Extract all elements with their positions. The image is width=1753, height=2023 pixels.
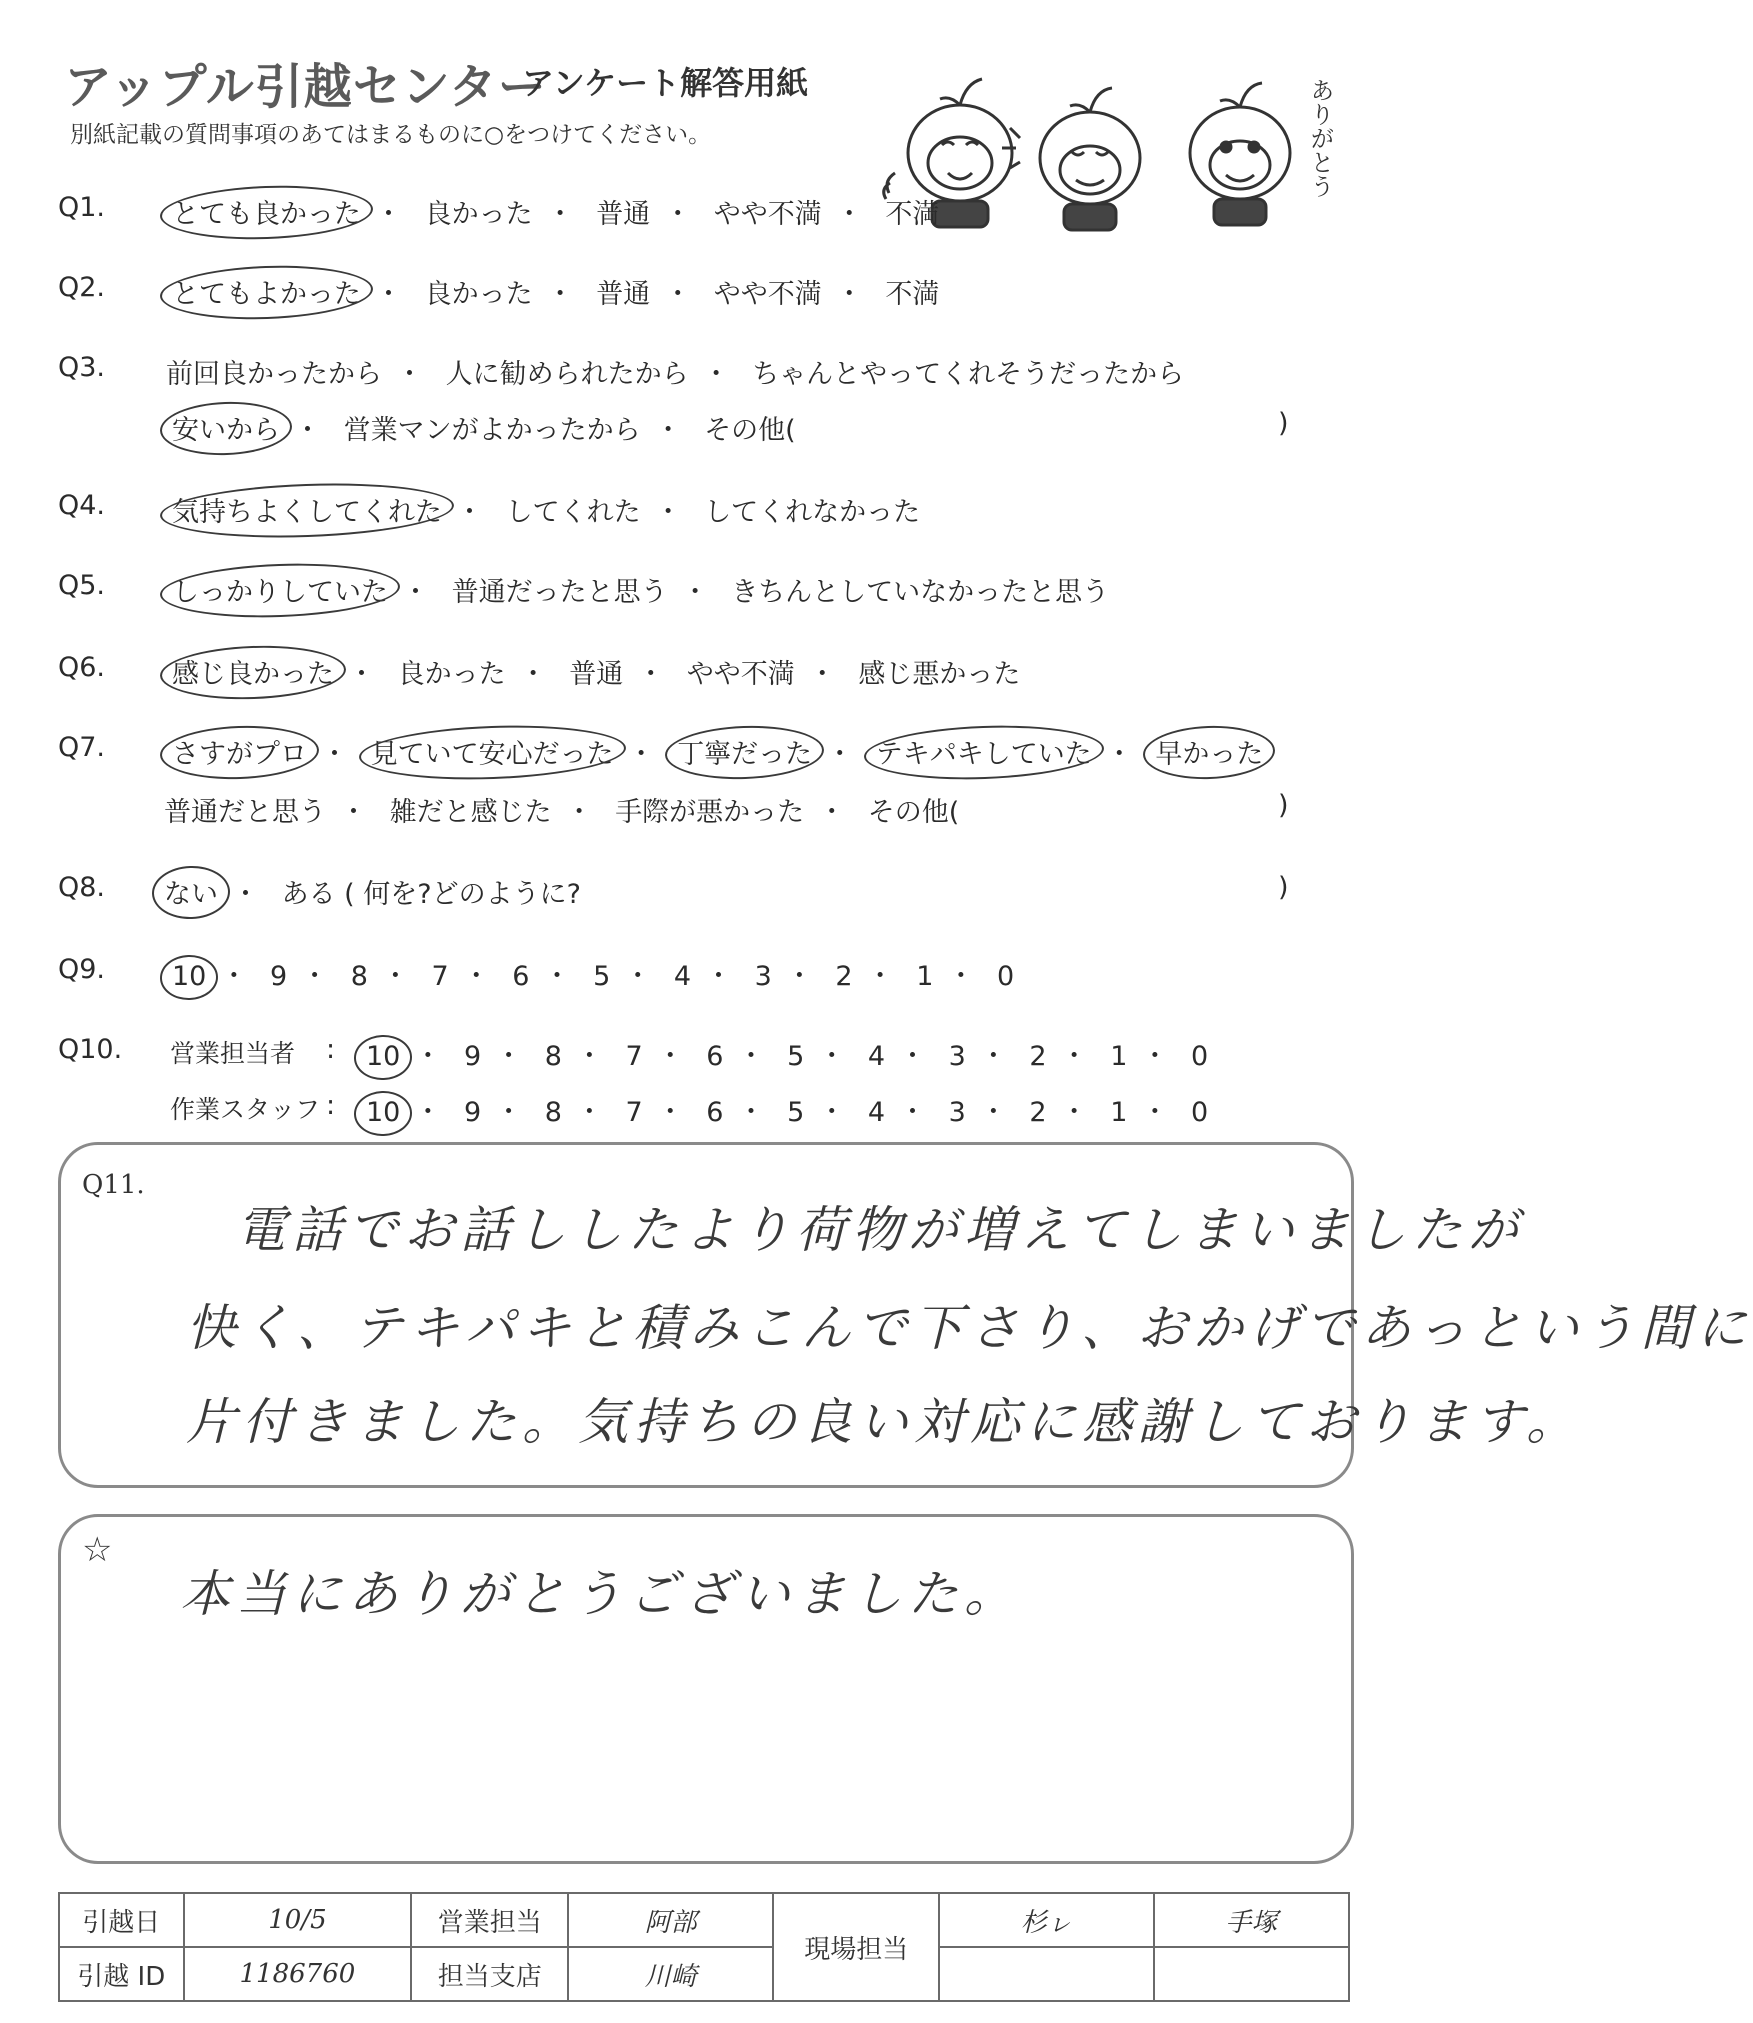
move-id-label: 引越 ID [59, 1947, 184, 2001]
q3-option-1[interactable]: 前回良かったから [166, 359, 382, 390]
q2-option-3[interactable]: 普通 [596, 279, 651, 310]
q11-label: Q11. [82, 1170, 145, 1200]
q10-sales-score-7[interactable]: 7 [625, 1041, 643, 1072]
q6-label: Q6. [58, 652, 106, 683]
q8-label: Q8. [58, 872, 106, 903]
q9-score-2[interactable]: 2 [835, 961, 853, 992]
q10-staff-score-4[interactable]: 4 [867, 1097, 886, 1128]
q9-score-7[interactable]: 7 [431, 961, 449, 992]
q6-option-4[interactable]: やや不満 [686, 659, 795, 690]
q9-score-5[interactable]: 5 [593, 961, 611, 992]
q8-option-1[interactable]: ない [164, 872, 218, 911]
q6-option-2[interactable]: 良かった [397, 659, 506, 690]
q10-sales-scale: 10 ・ 9 ・ 8 ・ 7 ・ 6 ・ 5 ・ 4 ・ 3 ・ 2 ・ 1 ・ 0 [366, 1041, 1209, 1072]
q11-line-3: 片付きました。気持ちの良い対応に感謝しております。 [186, 1393, 1582, 1451]
q6-option-5[interactable]: 感じ悪かった [858, 659, 1021, 690]
q11-line-2: 快く、テキパキと積みこんで下さり、おかげであっという間に [186, 1299, 1753, 1357]
q7-option-8[interactable]: 手際が悪かった [615, 797, 805, 828]
q1-option-4[interactable]: やや不満 [713, 199, 822, 230]
q4-option-1[interactable]: 気持ちよくしてくれた [172, 490, 442, 529]
q10-staff-score-2[interactable]: 2 [1029, 1097, 1047, 1128]
q10-sales-score-0[interactable]: 0 [1190, 1041, 1209, 1072]
q10-sales-score-5[interactable]: 5 [787, 1041, 805, 1072]
q7-option-2[interactable]: 見ていて安心だった [371, 732, 614, 771]
site-staff-2[interactable]: 手塚 [1154, 1893, 1349, 1947]
q9-score-10[interactable]: 10 [172, 961, 207, 992]
q2-option-4[interactable]: やや不満 [713, 279, 822, 310]
q10-staff-score-6[interactable]: 6 [706, 1097, 724, 1128]
q10-staff-score-9[interactable]: 9 [463, 1097, 482, 1128]
q4-label: Q4. [58, 490, 106, 521]
q5-options: しっかりしていた ・ 普通だったと思う ・ きちんとしていなかったと思う [172, 570, 1109, 609]
site-staff-4[interactable] [1154, 1947, 1349, 2001]
q10-staff-colon: : [326, 1090, 336, 1121]
q7-option-1[interactable]: さすがプロ [172, 732, 307, 771]
q9-score-0[interactable]: 0 [996, 961, 1015, 992]
q10-sales-score-8[interactable]: 8 [544, 1041, 562, 1072]
q8-options: ない ・ ある ( 何を?どのように? [164, 872, 581, 911]
q10-sales-colon: : [326, 1034, 336, 1065]
q3-option-3[interactable]: ちゃんとやってくれそうだったから [752, 359, 1185, 390]
site-staff-1[interactable]: 杉ㇾ [939, 1893, 1153, 1947]
q10-staff-score-8[interactable]: 8 [544, 1097, 562, 1128]
q9-score-9[interactable]: 9 [269, 961, 288, 992]
q9-score-4[interactable]: 4 [673, 961, 692, 992]
q3-options-line1: 前回良かったから ・ 人に勧められたから ・ ちゃんとやってくれそうだったから [166, 359, 1185, 390]
q3-option-6[interactable]: その他( [704, 415, 796, 446]
q10-sales-score-1[interactable]: 1 [1110, 1041, 1128, 1072]
q5-option-3[interactable]: きちんとしていなかったと思う [731, 577, 1110, 608]
q1-option-1[interactable]: とても良かった [172, 192, 361, 231]
q10-staff-score-3[interactable]: 3 [948, 1097, 966, 1128]
footer-row-1 [59, 1893, 1349, 1947]
q10-sales-score-3[interactable]: 3 [948, 1041, 966, 1072]
q3-option-5[interactable]: 営業マンがよかったから [343, 415, 641, 446]
sales-rep-label: 営業担当 [411, 1893, 568, 1947]
q10-staff-scale: 10 ・ 9 ・ 8 ・ 7 ・ 6 ・ 5 ・ 4 ・ 3 ・ 2 ・ 1 ・ 0 [366, 1097, 1209, 1128]
q10-sales-score-9[interactable]: 9 [463, 1041, 482, 1072]
q4-option-2[interactable]: してくれた [505, 497, 641, 528]
q10-sales-score-6[interactable]: 6 [706, 1041, 724, 1072]
move-date-value[interactable]: 10/5 [184, 1893, 412, 1947]
q2-option-2[interactable]: 良かった [424, 279, 533, 310]
q7-option-7[interactable]: 雑だと感じた [389, 797, 552, 828]
q5-option-1[interactable]: しっかりしていた [172, 570, 388, 609]
move-date-label: 引越日 [59, 1893, 184, 1947]
q2-option-1[interactable]: とてもよかった [172, 272, 361, 311]
q1-options: とても良かった ・ 良かった ・ 普通 ・ やや不満 ・ 不満 [172, 192, 939, 231]
footer-row-2 [59, 1947, 1349, 2001]
form-title: アンケート解答用紙 [522, 64, 809, 102]
q10-staff-label: 作業スタッフ [170, 1095, 321, 1124]
q7-close-paren: ) [1278, 790, 1289, 821]
branch-label: 担当支店 [411, 1947, 568, 2001]
q1-label: Q1. [58, 192, 106, 223]
q3-option-2[interactable]: 人に勧められたから [445, 359, 689, 390]
q6-options: 感じ良かった ・ 良かった ・ 普通 ・ やや不満 ・ 感じ悪かった [172, 652, 1020, 691]
q2-option-5[interactable]: 不満 [885, 279, 940, 310]
q9-score-1[interactable]: 1 [916, 961, 934, 992]
q3-option-4[interactable]: 安いから [172, 408, 280, 447]
q7-option-3[interactable]: 丁寧だった [677, 732, 812, 771]
q7-option-9[interactable]: その他( [867, 797, 960, 828]
site-staff-label: 現場担当 [773, 1893, 940, 2001]
q8-option-2[interactable]: ある ( 何を?どのように? [281, 879, 581, 910]
q11-line-1: 電話でお話ししたより荷物が増えてしまいましたが [236, 1201, 1524, 1259]
q9-score-3[interactable]: 3 [754, 961, 772, 992]
q7-option-6[interactable]: 普通だと思う [164, 797, 326, 828]
star-line-1: 本当にありがとうございました。 [180, 1565, 1020, 1623]
q10-label: Q10. [58, 1034, 123, 1065]
q10-sales-score-4[interactable]: 4 [867, 1041, 886, 1072]
q9-score-6[interactable]: 6 [512, 961, 530, 992]
q6-option-1[interactable]: 感じ良かった [172, 652, 334, 691]
q10-staff-score-7[interactable]: 7 [625, 1097, 643, 1128]
thanks-badge: ありがとう [1306, 78, 1334, 198]
q9-score-8[interactable]: 8 [350, 961, 368, 992]
q7-options-line1: さすがプロ ・ 見ていて安心だった ・ 丁寧だった ・ テキパキしていた ・ 早かった [172, 732, 1263, 771]
q3-label: Q3. [58, 352, 106, 383]
q7-option-4[interactable]: テキパキしていた [876, 732, 1092, 771]
q1-option-5[interactable]: 不満 [885, 199, 940, 230]
q3-close-paren: ) [1278, 408, 1289, 439]
q9-scale: 10 ・ 9 ・ 8 ・ 7 ・ 6 ・ 5 ・ 4 ・ 3 ・ 2 ・ 1 ・ 0 [172, 961, 1015, 992]
q5-label: Q5. [58, 570, 106, 601]
q10-staff-score-5[interactable]: 5 [787, 1097, 805, 1128]
q2-options: とてもよかった ・ 良かった ・ 普通 ・ やや不満 ・ 不満 [172, 272, 939, 311]
q10-sales-score-2[interactable]: 2 [1029, 1041, 1047, 1072]
q4-option-3[interactable]: してくれなかった [704, 497, 921, 528]
q10-sales-score-10[interactable]: 10 [366, 1041, 401, 1072]
q6-option-3[interactable]: 普通 [569, 659, 624, 690]
branch-value[interactable]: 川崎 [568, 1947, 773, 2001]
q1-option-3[interactable]: 普通 [596, 199, 651, 230]
mascot-illustration [880, 58, 1360, 238]
q5-option-2[interactable]: 普通だったと思う [451, 577, 668, 608]
company-name: アップル引越センター [64, 59, 547, 115]
q10-sales-label: 営業担当者 [170, 1039, 296, 1068]
q10-staff-score-10[interactable]: 10 [366, 1097, 401, 1128]
q7-option-5[interactable]: 早かった [1155, 732, 1263, 771]
footer-table [58, 1892, 1350, 2002]
q10-staff-score-0[interactable]: 0 [1190, 1097, 1209, 1128]
q3-options-line2: 安いから ・ 営業マンがよかったから ・ その他( [172, 408, 796, 447]
site-staff-3[interactable] [939, 1947, 1153, 2001]
q4-options: 気持ちよくしてくれた ・ してくれた ・ してくれなかった [172, 490, 920, 529]
q8-close-paren: ) [1278, 872, 1289, 903]
move-id-value[interactable]: 1186760 [184, 1947, 412, 2001]
q10-staff-score-1[interactable]: 1 [1110, 1097, 1128, 1128]
q7-label: Q7. [58, 732, 106, 763]
q2-label: Q2. [58, 272, 106, 303]
q9-label: Q9. [58, 954, 106, 985]
sales-rep-value[interactable]: 阿部 [568, 1893, 773, 1947]
star-icon: ☆ [82, 1530, 113, 1570]
q1-option-2[interactable]: 良かった [424, 199, 533, 230]
instructions: 別紙記載の質問事項のあてはまるものに○をつけてください。 [70, 122, 712, 148]
q7-options-line2: 普通だと思う ・ 雑だと感じた ・ 手際が悪かった ・ その他( [164, 797, 960, 828]
